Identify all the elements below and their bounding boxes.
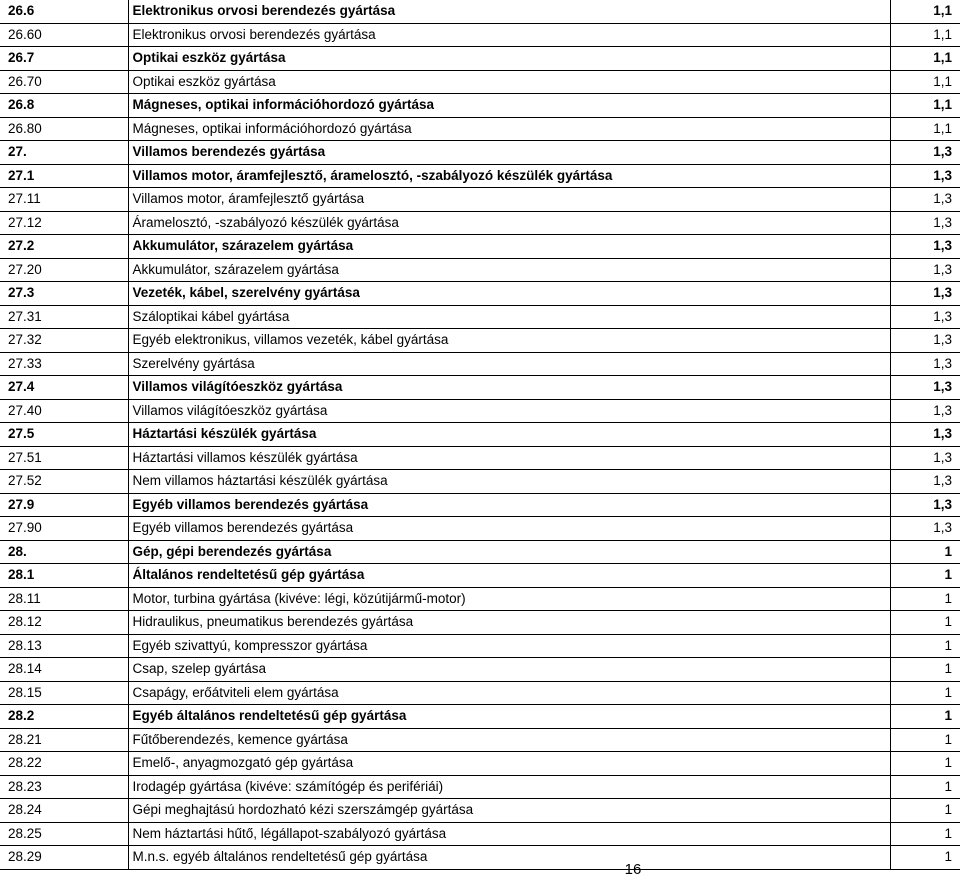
row-value: 1: [890, 799, 960, 823]
table-row: [0, 188, 960, 212]
table-row: [0, 705, 960, 729]
row-code: 28.22: [0, 752, 128, 776]
row-name: Akkumulátor, szárazelem gyártása: [128, 235, 890, 259]
row-value: 1: [890, 658, 960, 682]
table-row: [0, 164, 960, 188]
row-name: Mágneses, optikai információhordozó gyártása: [128, 117, 890, 141]
row-value: 1,3: [890, 258, 960, 282]
table-row: [0, 23, 960, 47]
row-name: Háztartási készülék gyártása: [128, 423, 890, 447]
row-value: 1,1: [890, 94, 960, 118]
table-row: [0, 775, 960, 799]
table-row: [0, 587, 960, 611]
row-name: Egyéb villamos berendezés gyártása: [128, 493, 890, 517]
row-name: Villamos motor, áramfejlesztő gyártása: [128, 188, 890, 212]
row-value: 1,3: [890, 399, 960, 423]
row-name: Optikai eszköz gyártása: [128, 70, 890, 94]
row-value: 1: [890, 634, 960, 658]
row-code: 27.5: [0, 423, 128, 447]
row-code: 27.4: [0, 376, 128, 400]
row-value: 1,1: [890, 23, 960, 47]
row-code: 28.21: [0, 728, 128, 752]
row-value: 1,3: [890, 305, 960, 329]
row-value: 1,3: [890, 446, 960, 470]
row-name: Akkumulátor, szárazelem gyártása: [128, 258, 890, 282]
row-value: 1: [890, 564, 960, 588]
row-name: Általános rendeltetésű gép gyártása: [128, 564, 890, 588]
row-value: 1: [890, 752, 960, 776]
table-row: [0, 752, 960, 776]
row-value: 1,1: [890, 0, 960, 23]
row-name: Száloptikai kábel gyártása: [128, 305, 890, 329]
table-row: [0, 799, 960, 823]
row-code: 27.20: [0, 258, 128, 282]
table-row: [0, 352, 960, 376]
row-code: 27.12: [0, 211, 128, 235]
row-code: 28.13: [0, 634, 128, 658]
table-row: [0, 564, 960, 588]
table-row: [0, 117, 960, 141]
row-code: 28.: [0, 540, 128, 564]
row-code: 27.11: [0, 188, 128, 212]
row-name: Áramelosztó, -szabályozó készülék gyártása: [128, 211, 890, 235]
row-value: 1: [890, 846, 960, 870]
row-value: 1,3: [890, 470, 960, 494]
row-name: Elektronikus orvosi berendezés gyártása: [128, 0, 890, 23]
row-code: 26.6: [0, 0, 128, 23]
table-row: [0, 446, 960, 470]
row-name: Egyéb szivattyú, kompresszor gyártása: [128, 634, 890, 658]
row-name: M.n.s. egyéb általános rendeltetésű gép gyártása: [128, 846, 890, 870]
row-name: Egyéb villamos berendezés gyártása: [128, 517, 890, 541]
row-code: 27.3: [0, 282, 128, 306]
row-name: Elektronikus orvosi berendezés gyártása: [128, 23, 890, 47]
row-value: 1,3: [890, 188, 960, 212]
row-value: 1,3: [890, 141, 960, 165]
row-code: 28.12: [0, 611, 128, 635]
row-code: 28.24: [0, 799, 128, 823]
row-name: Vezeték, kábel, szerelvény gyártása: [128, 282, 890, 306]
row-code: 28.1: [0, 564, 128, 588]
row-code: 28.15: [0, 681, 128, 705]
row-name: Fűtőberendezés, kemence gyártása: [128, 728, 890, 752]
table-row: [0, 0, 960, 23]
table-row: [0, 728, 960, 752]
row-code: 27.9: [0, 493, 128, 517]
row-code: 26.60: [0, 23, 128, 47]
table-row: [0, 846, 960, 870]
row-name: Villamos motor, áramfejlesztő, áramelosztó, -szabályozó készülék gyártása: [128, 164, 890, 188]
row-code: 27.1: [0, 164, 128, 188]
row-value: 1,1: [890, 117, 960, 141]
row-value: 1: [890, 728, 960, 752]
row-name: Emelő-, anyagmozgató gép gyártása: [128, 752, 890, 776]
row-code: 28.25: [0, 822, 128, 846]
row-name: Nem háztartási hűtő, légállapot-szabályozó gyártása: [128, 822, 890, 846]
table-row: [0, 70, 960, 94]
row-value: 1,3: [890, 517, 960, 541]
table-row: [0, 211, 960, 235]
table-row: [0, 822, 960, 846]
table-row: [0, 658, 960, 682]
table-row: [0, 470, 960, 494]
row-name: Hidraulikus, pneumatikus berendezés gyártása: [128, 611, 890, 635]
row-value: 1: [890, 705, 960, 729]
row-name: Villamos világítóeszköz gyártása: [128, 376, 890, 400]
row-code: 26.70: [0, 70, 128, 94]
table-row: [0, 141, 960, 165]
row-value: 1,3: [890, 493, 960, 517]
row-code: 28.23: [0, 775, 128, 799]
row-value: 1: [890, 611, 960, 635]
row-name: Optikai eszköz gyártása: [128, 47, 890, 71]
table-row: [0, 493, 960, 517]
table-row: [0, 634, 960, 658]
table-row: [0, 47, 960, 71]
row-value: 1,1: [890, 47, 960, 71]
table-row: [0, 305, 960, 329]
row-code: 27.31: [0, 305, 128, 329]
row-value: 1,3: [890, 376, 960, 400]
row-value: 1: [890, 681, 960, 705]
row-value: 1,3: [890, 235, 960, 259]
row-name: Mágneses, optikai információhordozó gyártása: [128, 94, 890, 118]
row-code: 27.33: [0, 352, 128, 376]
row-name: Szerelvény gyártása: [128, 352, 890, 376]
row-value: 1,3: [890, 352, 960, 376]
row-value: 1,3: [890, 423, 960, 447]
row-code: 28.14: [0, 658, 128, 682]
row-code: 28.11: [0, 587, 128, 611]
table-row: [0, 517, 960, 541]
row-value: 1: [890, 822, 960, 846]
row-code: 27.: [0, 141, 128, 165]
row-code: 28.29: [0, 846, 128, 870]
row-code: 28.2: [0, 705, 128, 729]
row-name: Villamos berendezés gyártása: [128, 141, 890, 165]
table-row: [0, 423, 960, 447]
table-row: [0, 235, 960, 259]
row-value: 1,3: [890, 329, 960, 353]
table-row: [0, 611, 960, 635]
table-row: [0, 376, 960, 400]
table-row: [0, 540, 960, 564]
row-name: Nem villamos háztartási készülék gyártása: [128, 470, 890, 494]
row-value: 1: [890, 540, 960, 564]
table-row: [0, 399, 960, 423]
row-value: 1,1: [890, 70, 960, 94]
table-row: [0, 681, 960, 705]
row-name: Csapágy, erőátviteli elem gyártása: [128, 681, 890, 705]
row-name: Gép, gépi berendezés gyártása: [128, 540, 890, 564]
table-row: [0, 282, 960, 306]
row-code: 27.32: [0, 329, 128, 353]
row-value: 1: [890, 775, 960, 799]
table-row: [0, 258, 960, 282]
page-number: 16: [624, 861, 642, 878]
row-name: Háztartási villamos készülék gyártása: [128, 446, 890, 470]
table-row: [0, 94, 960, 118]
row-code: 27.40: [0, 399, 128, 423]
row-code: 27.51: [0, 446, 128, 470]
row-code: 27.90: [0, 517, 128, 541]
row-code: 26.7: [0, 47, 128, 71]
row-value: 1: [890, 587, 960, 611]
row-code: 27.52: [0, 470, 128, 494]
row-code: 26.8: [0, 94, 128, 118]
row-value: 1,3: [890, 211, 960, 235]
row-name: Motor, turbina gyártása (kivéve: légi, közútijármű-motor): [128, 587, 890, 611]
row-name: Irodagép gyártása (kivéve: számítógép és perifériái): [128, 775, 890, 799]
row-value: 1,3: [890, 164, 960, 188]
row-name: Villamos világítóeszköz gyártása: [128, 399, 890, 423]
row-code: 27.2: [0, 235, 128, 259]
row-name: Egyéb elektronikus, villamos vezeték, kábel gyártása: [128, 329, 890, 353]
row-code: 26.80: [0, 117, 128, 141]
table-row: [0, 329, 960, 353]
row-name: Csap, szelep gyártása: [128, 658, 890, 682]
row-name: Egyéb általános rendeltetésű gép gyártása: [128, 705, 890, 729]
row-name: Gépi meghajtású hordozható kézi szerszámgép gyártása: [128, 799, 890, 823]
row-value: 1,3: [890, 282, 960, 306]
